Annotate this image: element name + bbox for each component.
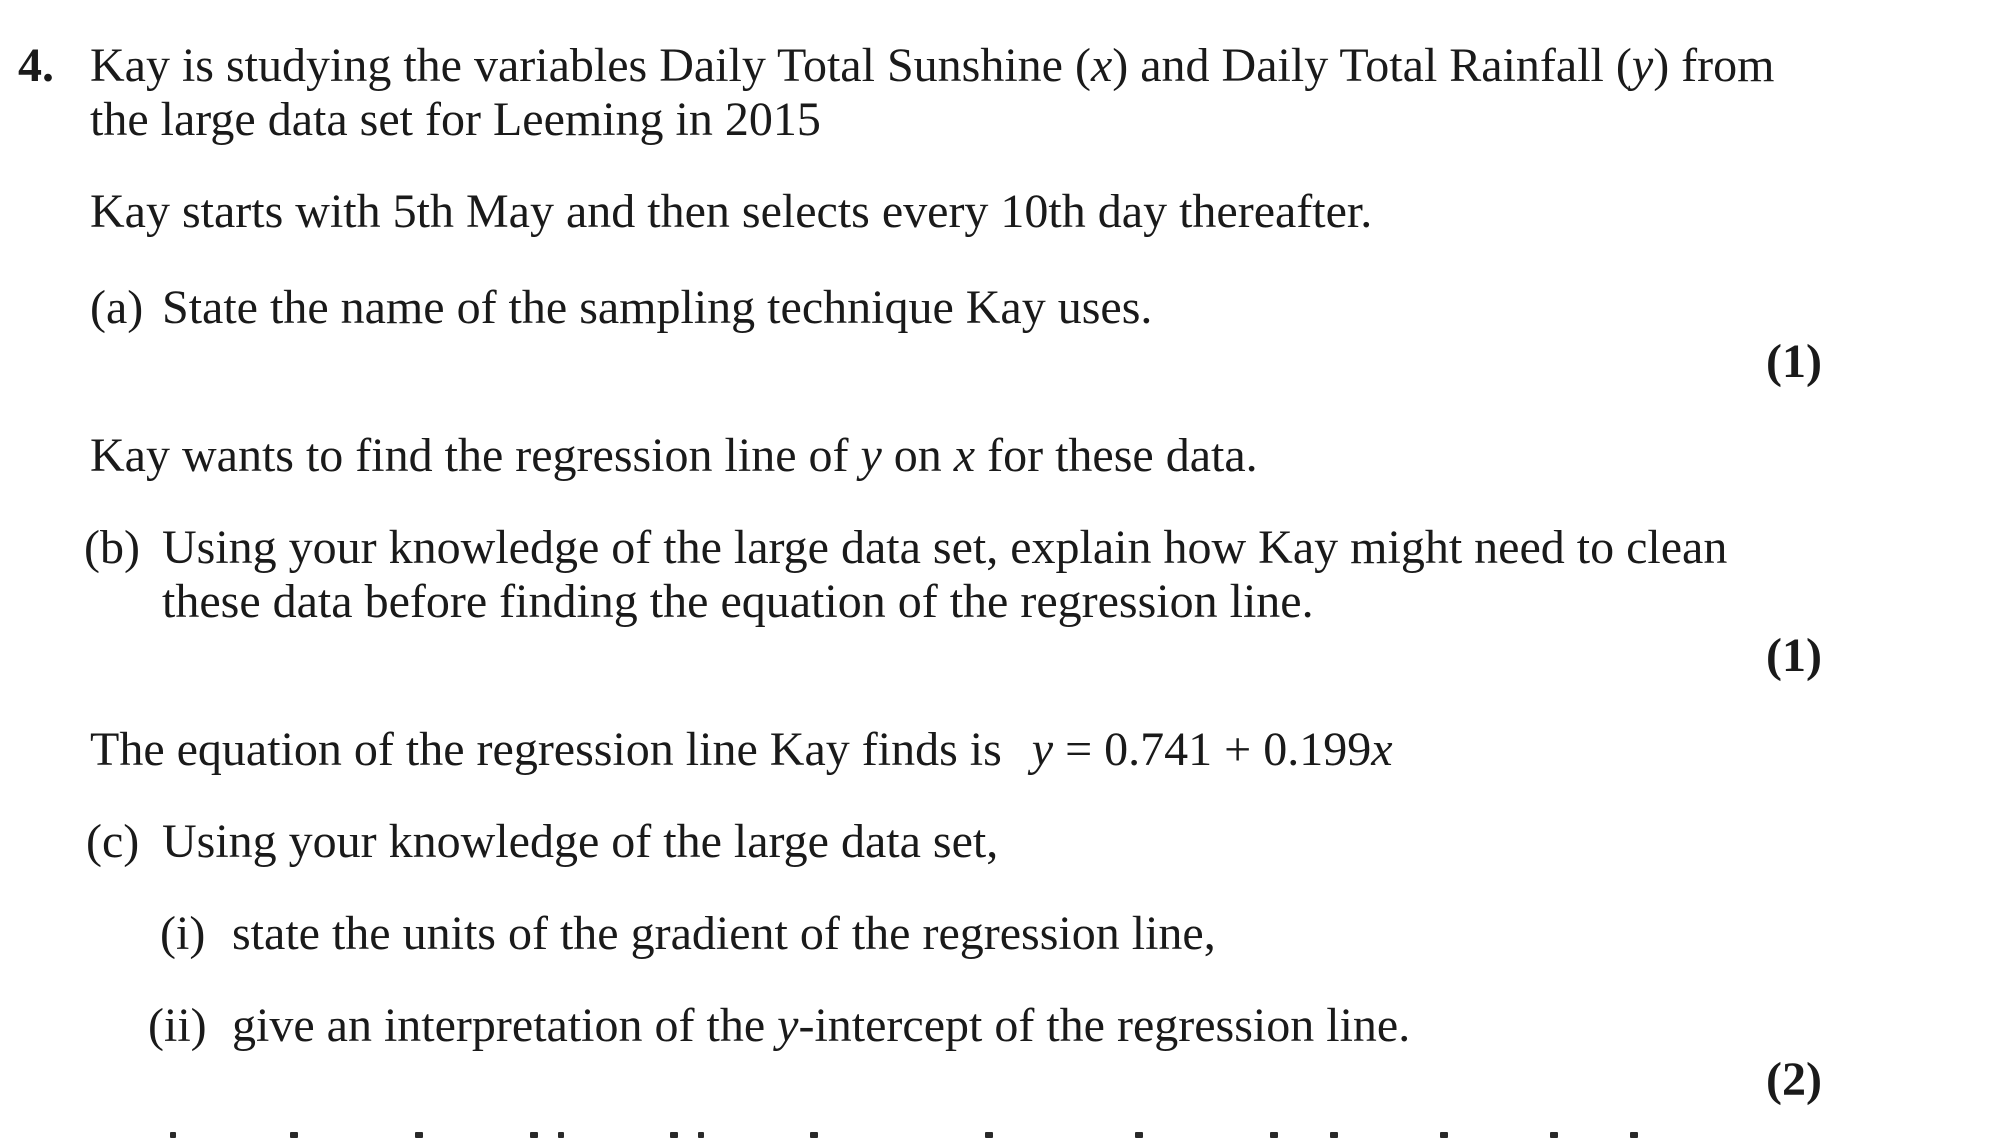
- var-y: y: [1031, 723, 1054, 776]
- var-x: x: [1371, 723, 1393, 776]
- regression-text-2: on: [881, 429, 954, 482]
- cropped-next-line: [150, 1132, 1650, 1144]
- sample-description: Kay starts with 5th May and then selects every 10th day thereafter.: [90, 185, 1373, 238]
- part-c-ii-text-1: give an interpretation of the: [232, 999, 778, 1052]
- part-b-marks: (1): [1766, 629, 1822, 682]
- intro-line-1: [90, 38, 1774, 93]
- var-y: y: [777, 999, 799, 1052]
- part-a: [90, 280, 1152, 335]
- intro-text-3: ) from: [1653, 39, 1775, 92]
- regression-equation: [90, 722, 1393, 777]
- part-c-text: Using your knowledge of the large data set,: [162, 815, 999, 868]
- part-c-label: (c): [86, 815, 140, 868]
- var-x: x: [953, 429, 976, 482]
- intro-text-2: ) and Daily Total Rainfall (: [1112, 39, 1632, 92]
- part-c-i: [160, 906, 1216, 961]
- var-y: y: [860, 429, 882, 482]
- part-c-ii-label: (ii): [148, 999, 207, 1052]
- part-b-line-1: [84, 520, 1727, 575]
- part-a-marks: (1): [1766, 335, 1822, 388]
- part-b-text-1: Using your knowledge of the large data set, explain how Kay might need to clean: [162, 521, 1728, 574]
- part-b-line-2: these data before finding the equation of the regression line.: [162, 575, 1314, 628]
- intro-text-1: Kay is studying the variables Daily Total Sunshine (: [90, 39, 1091, 92]
- regression-text-1: Kay wants to find the regression line of: [90, 429, 861, 482]
- equation-text: The equation of the regression line Kay finds is: [90, 723, 1014, 776]
- regression-intro: [90, 428, 1258, 483]
- part-c-ii: [148, 998, 1410, 1053]
- intro-line-2: the large data set for Leeming in 2015: [90, 93, 821, 146]
- regression-text-3: for these data.: [975, 429, 1258, 482]
- part-c: [86, 814, 998, 869]
- question-number: 4.: [18, 39, 54, 92]
- part-a-text: State the name of the sampling technique Kay uses.: [162, 281, 1153, 334]
- part-c-i-label: (i): [160, 907, 206, 960]
- var-y: y: [1631, 39, 1654, 92]
- part-b-label: (b): [84, 521, 140, 574]
- part-c-i-text: state the units of the gradient of the regression line,: [232, 907, 1216, 960]
- part-c-ii-text-2: -intercept of the regression line.: [798, 999, 1411, 1052]
- var-x: x: [1090, 39, 1113, 92]
- part-c-marks: (2): [1766, 1053, 1822, 1106]
- part-a-label: (a): [90, 281, 144, 334]
- equation-values: = 0.741 + 0.199: [1053, 723, 1372, 776]
